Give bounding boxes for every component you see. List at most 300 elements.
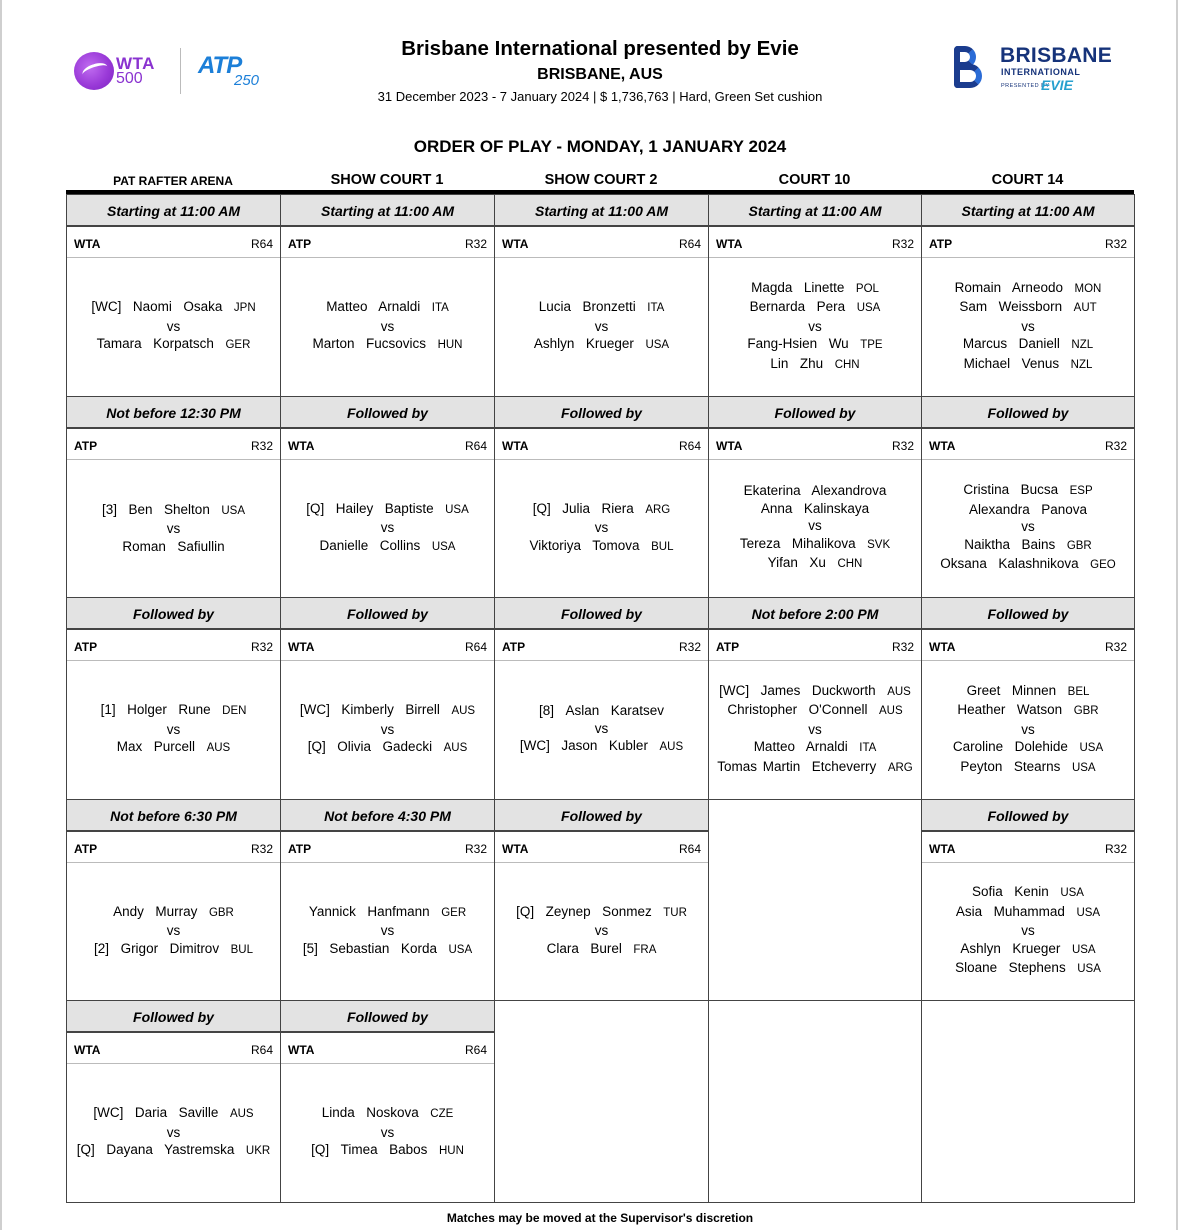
wta-swirl-icon [74,52,114,90]
player-name: Magda Linette [751,279,845,295]
player-name: Peyton Stearns [960,758,1061,774]
tour-label: WTA [288,1043,315,1057]
player-name: Ekaterina Alexandrova [743,483,887,499]
player-name: Fang-Hsien Wu [747,336,849,352]
slot-divider [709,660,921,661]
slot-divider [495,459,708,460]
player-row [953,738,1103,758]
player-country: USA [431,540,456,553]
round-label: R32 [464,237,487,251]
player-row [516,903,687,923]
match-slot [494,597,709,800]
player-name: Matteo Arnaldi [326,299,421,315]
player-row [761,500,869,518]
round-label: R32 [1104,439,1127,453]
player-name: Anna Kalinskaya [760,500,870,516]
match-slot [280,799,495,1001]
round-label: R32 [891,237,914,251]
player-row [122,538,224,556]
match-slot [66,799,281,1001]
player-country: CZE [430,1108,454,1121]
player-country: ARG [887,761,913,774]
player-name: Julia Riera [562,500,634,516]
player-country: UKR [245,1145,271,1158]
player-row [754,738,877,758]
match-players [711,664,919,795]
versus-label: vs [166,923,181,939]
player-name: Timea Babos [340,1142,428,1158]
player-row [740,535,890,555]
player-country: BEL [1067,685,1090,698]
player-seed: [WC] [719,682,750,698]
match-slot [708,194,922,397]
player-name: Tamara Korpatsch [96,336,214,352]
player-row [959,298,1096,318]
player-country: JPN [233,302,256,315]
slot-time: Starting at 11:00 AM [495,195,708,227]
round-label: R64 [250,237,273,251]
tour-label: ATP [74,439,98,453]
player-seed: [1] [100,702,116,718]
wta-logo-text: WTA [116,54,155,73]
wta-logo-number: 500 [116,70,143,87]
slot-divider [281,459,494,460]
player-country: FRA [633,943,657,956]
match-slot [494,194,709,397]
player-row [533,500,671,520]
player-name: Romain Arneodo [954,279,1063,295]
court-header-court-10: COURT 10 [778,172,851,188]
player-row [750,298,881,318]
player-name: Ben Shelton [128,501,210,517]
slot-divider [67,1063,280,1064]
player-row [956,903,1100,923]
player-name: Marton Fucsovics [312,336,427,352]
match-players [69,664,278,795]
player-row [940,555,1115,575]
slot-time: Followed by [281,397,494,429]
player-name: Sam Weissborn [959,299,1063,315]
player-country: HUN [437,339,463,352]
match-players [497,866,706,996]
round-label: R64 [678,439,701,453]
player-country: ESP [1069,485,1093,498]
player-name: Christopher O'Connell [727,702,868,718]
player-name: Viktoriya Tomova [529,537,640,553]
player-country: SVK [867,538,891,551]
player-row [530,537,674,557]
tour-label: WTA [74,237,101,251]
versus-label: vs [380,520,395,536]
player-name: Tomas Martin Etcheverry [717,758,877,774]
versus-label: vs [808,318,822,334]
player-row [539,702,664,720]
tournament-location: BRISBANE, AUS [537,66,663,83]
player-row [768,554,863,574]
round-label: R32 [678,640,701,654]
player-country: USA [221,504,245,517]
tour-label: ATP [288,842,312,856]
versus-label: vs [166,521,181,537]
player-country: NZL [1070,358,1093,371]
player-name: Aslan Karatsev [565,703,665,719]
player-seed: [WC] [299,702,330,718]
player-row [311,1141,464,1161]
player-country: USA [1071,943,1096,956]
player-name: Danielle Collins [319,537,421,553]
tour-label: WTA [929,640,956,654]
player-name: Lucia Bronzetti [538,299,636,315]
slot-time: Starting at 11:00 AM [281,195,494,227]
player-country: ITA [859,742,877,755]
player-country: ITA [647,302,665,315]
round-label: R32 [464,842,487,856]
match-slot [280,1000,495,1203]
tournament-info: 31 December 2023 - 7 January 2024 | $ 1,736,763 | Hard, Green Set cushion [377,89,823,104]
player-country: CHN [837,558,863,571]
versus-label: vs [1021,318,1035,334]
slot-time: Starting at 11:00 AM [922,195,1134,227]
player-name: Yannick Hanfmann [308,903,430,919]
player-row [957,701,1098,721]
player-row [300,701,475,721]
slot-time: Not before 4:30 PM [281,800,494,832]
versus-label: vs [166,721,181,737]
match-slot [708,396,922,598]
match-players [69,1067,278,1198]
player-country: USA [1060,887,1084,900]
player-row [744,482,887,500]
player-country: AUS [879,705,903,718]
slot-divider [281,660,494,661]
tour-label: WTA [716,439,743,453]
player-seed: [WC] [93,1105,124,1121]
wta-500-logo [74,50,170,92]
player-country: GBR [1066,539,1092,552]
slot-divider [67,660,280,661]
match-players [69,463,278,593]
player-name: Heather Watson [957,702,1063,718]
slot-divider [67,459,280,460]
match-slot [921,194,1135,397]
match-slot [66,1000,281,1203]
player-country: AUS [229,1108,254,1121]
versus-label: vs [594,720,609,736]
player-name: Bernarda Pera [749,299,846,315]
player-country: AUS [206,742,231,755]
player-country: POL [855,282,879,295]
player-row [102,501,245,521]
court-header-pat-rafter-arena: PAT RAFTER ARENA [113,174,233,188]
round-label: R32 [250,439,273,453]
brisbane-logo-sub: INTERNATIONAL [1001,67,1081,77]
player-country: GER [441,906,467,919]
tour-label: ATP [716,640,740,654]
player-row [747,335,882,355]
empty-slot [921,1000,1135,1203]
player-row [534,335,669,355]
slot-divider [281,257,494,258]
slot-divider [495,660,708,661]
player-country: USA [1077,963,1101,976]
slot-divider [67,257,280,258]
slot-divider [495,257,708,258]
player-row [93,1104,253,1124]
atp-logo-number: 250 [234,72,260,89]
player-row [308,738,468,758]
player-row [97,335,251,355]
match-slot [921,799,1135,1001]
versus-label: vs [1021,923,1035,939]
match-slot [280,396,495,598]
player-country: GER [225,339,251,352]
player-row [101,701,247,721]
player-row [303,940,472,960]
match-slot [921,597,1135,800]
slot-divider [281,1063,494,1064]
player-country: NZL [1071,339,1094,352]
empty-slot [708,799,922,1001]
player-country: AUS [887,685,911,698]
slot-time: Followed by [495,800,708,832]
player-seed: [Q] [516,903,535,919]
player-seed: [2] [94,940,110,956]
player-name: Grigor Dimitrov [120,940,220,956]
player-seed: [Q] [307,739,326,755]
player-country: USA [645,339,670,352]
match-slot [280,194,495,397]
tour-label: ATP [288,237,312,251]
player-name: Sofia Kenin [972,884,1049,900]
player-country: MON [1074,282,1102,295]
round-label: R32 [891,640,914,654]
player-country: AUS [451,705,476,718]
versus-label: vs [594,520,609,536]
player-name: Michael Venus [963,355,1060,371]
slot-time: Not before 6:30 PM [67,800,280,832]
tour-label: WTA [502,439,529,453]
versus-label: vs [1021,721,1035,737]
match-slot [280,597,495,800]
player-row [972,883,1084,903]
player-row [326,298,449,318]
player-country: TUR [663,906,687,919]
match-slot [66,396,281,598]
player-row [963,481,1092,501]
versus-label: vs [166,1124,181,1140]
round-label: R32 [250,640,273,654]
atp-logo-text: ATP [198,52,242,79]
player-name: Naomi Osaka [132,299,223,315]
player-name: Max Purcell [116,739,196,755]
player-seed: [3] [101,501,117,517]
player-name: Zeynep Sonmez [545,903,652,919]
player-row [964,355,1093,375]
slot-divider [922,660,1134,661]
footer-note: Matches may be moved at the Supervisor's discretion [446,1211,754,1225]
player-row [547,940,657,960]
player-name: James Duckworth [760,682,876,698]
player-name: Lin Zhu [770,355,824,371]
tour-label: ATP [74,640,98,654]
round-label: R64 [678,842,701,856]
slot-time: Followed by [922,397,1134,429]
player-row [963,335,1093,355]
round-label: R64 [250,1043,273,1057]
slot-time: Followed by [922,598,1134,630]
player-seed: [Q] [76,1142,95,1158]
player-row [960,758,1095,778]
player-name: Ashlyn Krueger [533,336,634,352]
player-country: USA [1079,742,1104,755]
tour-label: WTA [502,237,529,251]
player-name: Roman Safiullin [122,538,225,554]
round-label: R64 [464,640,487,654]
player-seed: [5] [302,940,318,956]
tour-label: WTA [74,1043,101,1057]
match-players [283,664,492,795]
player-row [309,903,466,923]
slot-time: Followed by [67,1001,280,1033]
brisbane-international-logo [952,44,1124,98]
order-of-play-title: ORDER OF PLAY - MONDAY, 1 JANUARY 2024 [413,137,787,156]
player-row [520,737,683,757]
player-row [77,1141,270,1161]
match-players [497,261,706,392]
player-name: Cristina Bucsa [963,482,1059,498]
player-country: TPE [860,339,883,352]
player-name: Jason Kubler [561,738,648,754]
slot-time: Starting at 11:00 AM [709,195,921,227]
player-row [964,536,1091,556]
versus-label: vs [1021,519,1035,535]
player-country: HUN [438,1145,464,1158]
slot-time: Followed by [495,397,708,429]
match-players [497,463,706,593]
slot-divider [922,862,1134,863]
logo-divider [180,48,181,94]
brisbane-logo-presented: PRESENTED BY [1001,83,1050,89]
slot-divider [709,257,921,258]
slot-time: Followed by [709,397,921,429]
player-country: ARG [645,503,671,516]
tournament-title: Brisbane International presented by Evie [401,37,799,60]
player-seed: [Q] [311,1142,330,1158]
slot-divider [495,862,708,863]
slot-time: Starting at 11:00 AM [67,195,280,227]
player-row [727,701,902,721]
player-row [320,537,456,557]
player-row [717,758,912,778]
match-slot [708,597,922,800]
player-row [751,279,879,299]
player-country: ITA [431,302,449,315]
brisbane-b-icon [954,46,988,88]
court-header-show-court-1: SHOW COURT 1 [330,172,444,188]
match-players [283,463,492,593]
player-name: Hailey Baptiste [335,500,434,516]
brisbane-logo-name: BRISBANE [1000,44,1113,67]
versus-label: vs [166,318,181,334]
versus-label: vs [380,721,395,737]
round-label: R64 [464,439,487,453]
match-players [924,664,1132,795]
player-seed: [Q] [306,500,325,516]
player-seed: [Q] [532,500,551,516]
player-row [313,335,463,355]
player-country: USA [445,503,469,516]
player-name: Daria Saville [134,1105,219,1121]
player-name: Andy Murray [113,903,198,919]
player-country: BUL [230,943,253,956]
match-slot [66,194,281,397]
player-name: Clara Burel [546,940,622,956]
player-name: Dayana Yastremska [106,1142,235,1158]
tour-label: ATP [74,842,98,856]
slot-divider [922,257,1134,258]
versus-label: vs [808,518,822,534]
player-country: AUT [1073,302,1097,315]
match-players [497,664,706,795]
slot-time: Followed by [495,598,708,630]
court-header-court-14: COURT 14 [991,172,1064,188]
tour-label: ATP [929,237,953,251]
slot-time: Followed by [67,598,280,630]
match-slot [66,597,281,800]
versus-label: vs [380,923,395,939]
slot-time: Followed by [281,1001,494,1033]
versus-label: vs [380,1124,395,1140]
player-country: GBR [208,906,234,919]
player-row [113,903,234,923]
player-row [117,738,230,758]
versus-label: vs [808,721,822,737]
player-name: Caroline Dolehide [952,739,1068,755]
player-country: USA [856,302,881,315]
match-players [69,866,278,996]
player-name: Linda Noskova [321,1105,419,1121]
match-players [711,261,919,392]
round-label: R32 [250,842,273,856]
slot-time: Followed by [922,800,1134,832]
slot-divider [922,459,1134,460]
player-name: Asia Muhammad [955,903,1065,919]
match-players [711,463,919,593]
match-players [283,261,492,392]
player-country: GBR [1073,705,1099,718]
round-label: R32 [1104,237,1127,251]
player-name: Tereza Mihalikova [739,535,856,551]
round-label: R64 [678,237,701,251]
player-name: Matteo Arnaldi [753,739,848,755]
player-row [969,501,1087,519]
versus-label: vs [380,318,395,334]
player-name: Ashlyn Krueger [960,940,1061,956]
empty-slot [708,1000,922,1203]
player-name: Alexandra Panova [968,501,1088,517]
tour-label: WTA [929,842,956,856]
player-country: AUS [659,741,684,754]
player-name: Holger Rune [127,702,211,718]
player-seed: [WC] [91,299,122,315]
empty-slot [494,1000,709,1203]
match-players [69,261,278,392]
round-label: R64 [464,1043,487,1057]
player-name: Marcus Daniell [962,336,1060,352]
round-label: R32 [1104,842,1127,856]
tour-label: WTA [929,439,956,453]
player-name: Sebastian Korda [329,940,437,956]
